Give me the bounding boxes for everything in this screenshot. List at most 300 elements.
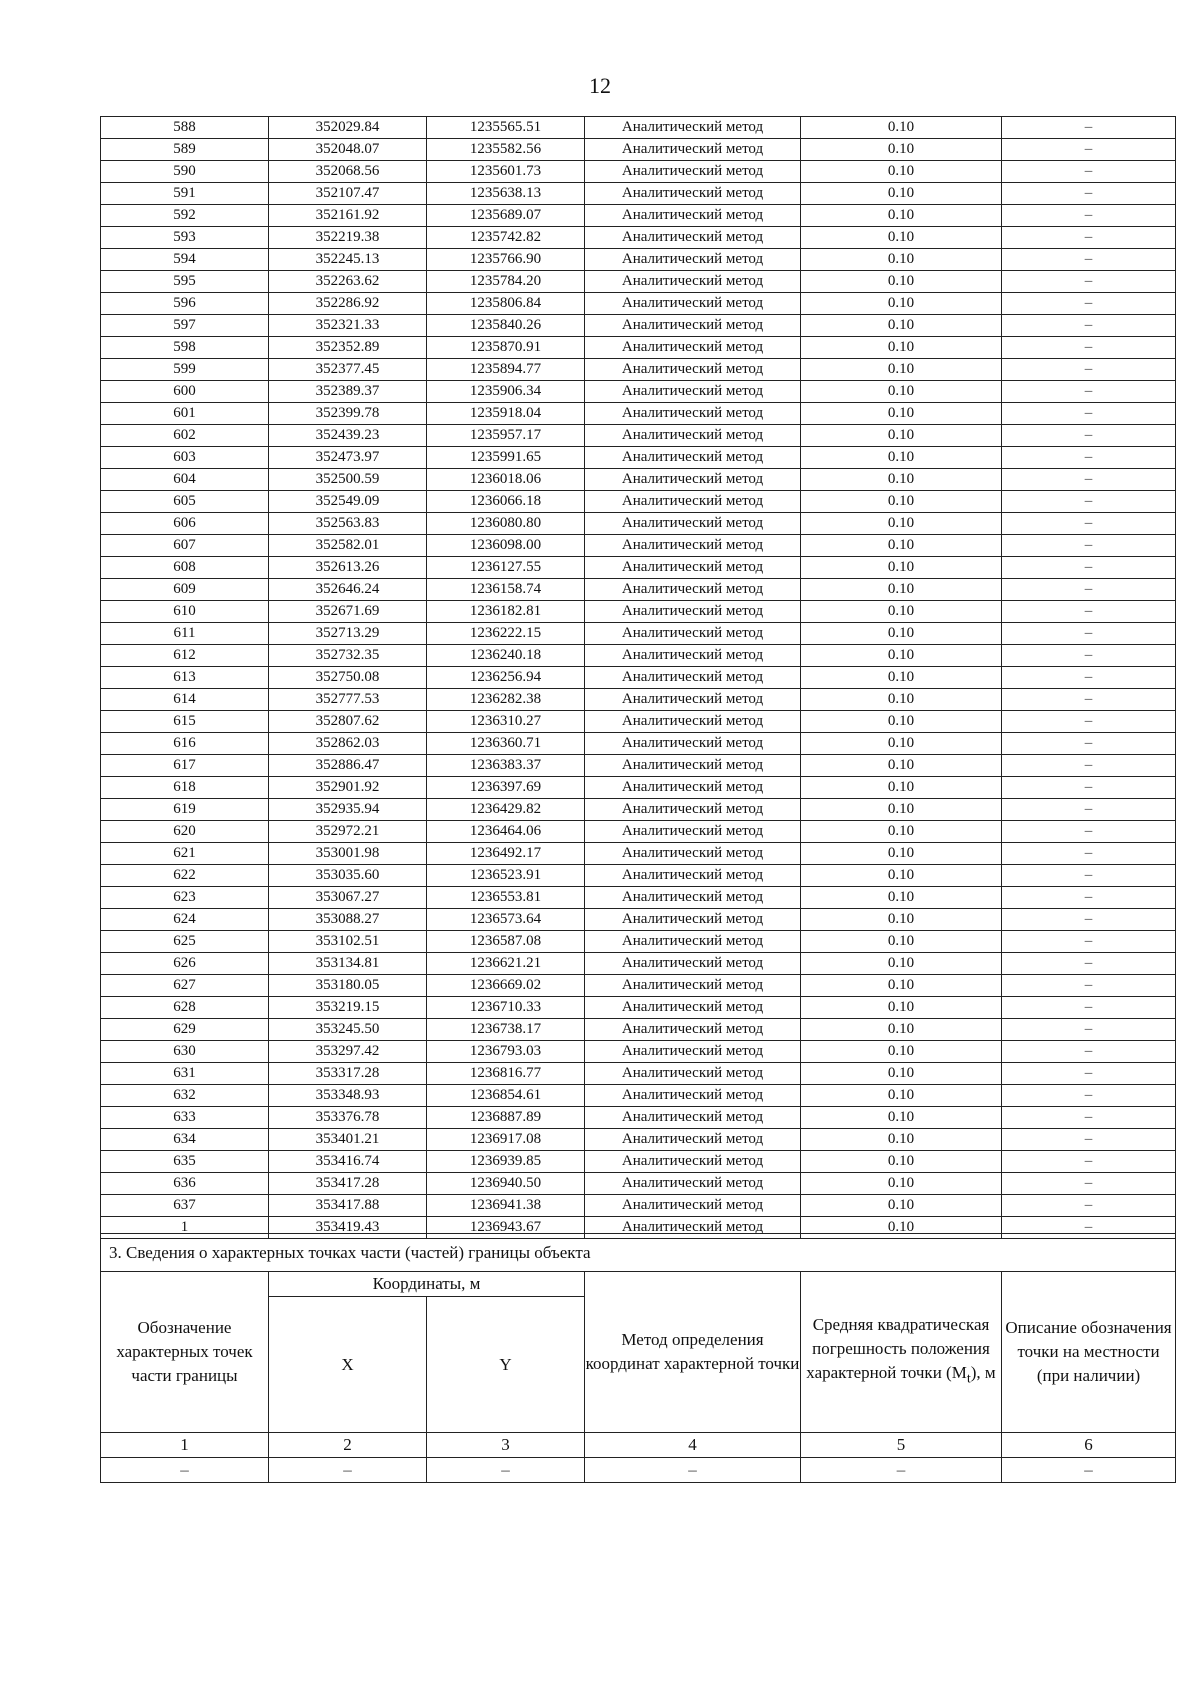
- method-cell: Аналитический метод: [585, 557, 801, 579]
- table-row: [101, 117, 1176, 139]
- x-coordinate-cell: 353419.43: [269, 1217, 427, 1239]
- error-cell: 0.10: [801, 909, 1002, 931]
- table-row: [101, 931, 1176, 953]
- description-cell: –: [1002, 1085, 1176, 1107]
- method-cell: Аналитический метод: [585, 337, 801, 359]
- point-id-cell: 613: [101, 667, 269, 689]
- description-cell: –: [1002, 161, 1176, 183]
- description-cell: –: [1002, 997, 1176, 1019]
- method-cell: Аналитический метод: [585, 1173, 801, 1195]
- error-cell: 0.10: [801, 623, 1002, 645]
- table-row: [101, 227, 1176, 249]
- x-coordinate-cell: 353102.51: [269, 931, 427, 953]
- method-cell: Аналитический метод: [585, 865, 801, 887]
- x-coordinate-cell: 352161.92: [269, 205, 427, 227]
- point-id-cell: 591: [101, 183, 269, 205]
- table-row: [101, 139, 1176, 161]
- table-row: [101, 865, 1176, 887]
- description-cell: –: [1002, 1151, 1176, 1173]
- empty-cell: –: [101, 1458, 269, 1483]
- x-coordinate-cell: 352029.84: [269, 117, 427, 139]
- table-row: [101, 1195, 1176, 1217]
- y-coordinate-cell: 1236621.21: [427, 953, 585, 975]
- column-number: 1: [101, 1433, 269, 1458]
- method-cell: Аналитический метод: [585, 183, 801, 205]
- header-coordinates: Координаты, м: [269, 1272, 585, 1297]
- y-coordinate-cell: 1236066.18: [427, 491, 585, 513]
- error-cell: 0.10: [801, 293, 1002, 315]
- error-cell: 0.10: [801, 1107, 1002, 1129]
- y-coordinate-cell: 1236182.81: [427, 601, 585, 623]
- point-id-cell: 590: [101, 161, 269, 183]
- description-cell: –: [1002, 491, 1176, 513]
- method-cell: Аналитический метод: [585, 579, 801, 601]
- error-cell: 0.10: [801, 447, 1002, 469]
- table-row: [101, 689, 1176, 711]
- x-coordinate-cell: 353317.28: [269, 1063, 427, 1085]
- description-cell: –: [1002, 205, 1176, 227]
- method-cell: Аналитический метод: [585, 403, 801, 425]
- description-cell: –: [1002, 843, 1176, 865]
- column-number: 4: [585, 1433, 801, 1458]
- column-number: 6: [1002, 1433, 1176, 1458]
- table-row: [101, 1107, 1176, 1129]
- error-cell: 0.10: [801, 557, 1002, 579]
- method-cell: Аналитический метод: [585, 491, 801, 513]
- point-id-cell: 1: [101, 1217, 269, 1239]
- error-cell: 0.10: [801, 799, 1002, 821]
- point-id-cell: 627: [101, 975, 269, 997]
- description-cell: –: [1002, 733, 1176, 755]
- point-id-cell: 601: [101, 403, 269, 425]
- y-coordinate-cell: 1236282.38: [427, 689, 585, 711]
- error-cell: 0.10: [801, 403, 1002, 425]
- x-coordinate-cell: 352732.35: [269, 645, 427, 667]
- description-cell: –: [1002, 425, 1176, 447]
- method-cell: Аналитический метод: [585, 887, 801, 909]
- table-row: [101, 293, 1176, 315]
- table-row: [101, 843, 1176, 865]
- point-id-cell: 595: [101, 271, 269, 293]
- description-cell: –: [1002, 601, 1176, 623]
- error-cell: 0.10: [801, 975, 1002, 997]
- x-coordinate-cell: 352671.69: [269, 601, 427, 623]
- table-row: [101, 469, 1176, 491]
- description-cell: –: [1002, 183, 1176, 205]
- description-cell: –: [1002, 645, 1176, 667]
- description-cell: –: [1002, 1107, 1176, 1129]
- table-row: [101, 623, 1176, 645]
- y-coordinate-cell: 1236397.69: [427, 777, 585, 799]
- y-coordinate-cell: 1236464.06: [427, 821, 585, 843]
- point-id-cell: 633: [101, 1107, 269, 1129]
- error-cell: 0.10: [801, 139, 1002, 161]
- method-cell: Аналитический метод: [585, 1195, 801, 1217]
- description-cell: –: [1002, 1041, 1176, 1063]
- point-id-cell: 589: [101, 139, 269, 161]
- point-id-cell: 614: [101, 689, 269, 711]
- method-cell: Аналитический метод: [585, 1085, 801, 1107]
- method-cell: Аналитический метод: [585, 1129, 801, 1151]
- error-cell: 0.10: [801, 1217, 1002, 1239]
- error-cell: 0.10: [801, 381, 1002, 403]
- description-cell: –: [1002, 909, 1176, 931]
- empty-data-row: [101, 1458, 1176, 1483]
- description-cell: –: [1002, 1019, 1176, 1041]
- x-coordinate-cell: 352473.97: [269, 447, 427, 469]
- method-cell: Аналитический метод: [585, 975, 801, 997]
- description-cell: –: [1002, 557, 1176, 579]
- description-cell: –: [1002, 887, 1176, 909]
- description-cell: –: [1002, 117, 1176, 139]
- error-cell: 0.10: [801, 183, 1002, 205]
- description-cell: –: [1002, 1195, 1176, 1217]
- x-coordinate-cell: 353417.88: [269, 1195, 427, 1217]
- point-id-cell: 607: [101, 535, 269, 557]
- section-title-row: [101, 1234, 1176, 1272]
- x-coordinate-cell: 353134.81: [269, 953, 427, 975]
- description-cell: –: [1002, 403, 1176, 425]
- error-cell: 0.10: [801, 359, 1002, 381]
- description-cell: –: [1002, 1173, 1176, 1195]
- error-cell: 0.10: [801, 997, 1002, 1019]
- method-cell: Аналитический метод: [585, 249, 801, 271]
- method-cell: Аналитический метод: [585, 293, 801, 315]
- error-cell: 0.10: [801, 1173, 1002, 1195]
- point-id-cell: 630: [101, 1041, 269, 1063]
- method-cell: Аналитический метод: [585, 1041, 801, 1063]
- part-boundary-table: [100, 1233, 1176, 1483]
- x-coordinate-cell: 353067.27: [269, 887, 427, 909]
- x-coordinate-cell: 352263.62: [269, 271, 427, 293]
- error-cell: 0.10: [801, 865, 1002, 887]
- point-id-cell: 594: [101, 249, 269, 271]
- y-coordinate-cell: 1236080.80: [427, 513, 585, 535]
- error-cell: 0.10: [801, 667, 1002, 689]
- method-cell: Аналитический метод: [585, 513, 801, 535]
- empty-cell: –: [1002, 1458, 1176, 1483]
- method-cell: Аналитический метод: [585, 601, 801, 623]
- empty-cell: –: [585, 1458, 801, 1483]
- table-row: [101, 447, 1176, 469]
- description-cell: –: [1002, 1129, 1176, 1151]
- y-coordinate-cell: 1235870.91: [427, 337, 585, 359]
- error-cell: 0.10: [801, 491, 1002, 513]
- table-row: [101, 403, 1176, 425]
- y-coordinate-cell: 1236939.85: [427, 1151, 585, 1173]
- x-coordinate-cell: 352935.94: [269, 799, 427, 821]
- table-row: [101, 953, 1176, 975]
- method-cell: Аналитический метод: [585, 1217, 801, 1239]
- y-coordinate-cell: 1236492.17: [427, 843, 585, 865]
- x-coordinate-cell: 353219.15: [269, 997, 427, 1019]
- method-cell: Аналитический метод: [585, 315, 801, 337]
- method-cell: Аналитический метод: [585, 469, 801, 491]
- description-cell: –: [1002, 931, 1176, 953]
- point-id-cell: 637: [101, 1195, 269, 1217]
- y-coordinate-cell: 1235784.20: [427, 271, 585, 293]
- table-row: [101, 425, 1176, 447]
- point-id-cell: 623: [101, 887, 269, 909]
- column-number-row: [101, 1433, 1176, 1458]
- error-cell: 0.10: [801, 469, 1002, 491]
- error-cell: 0.10: [801, 425, 1002, 447]
- table-row: [101, 249, 1176, 271]
- table-row: [101, 557, 1176, 579]
- x-coordinate-cell: 352245.13: [269, 249, 427, 271]
- point-id-cell: 619: [101, 799, 269, 821]
- description-cell: –: [1002, 381, 1176, 403]
- point-id-cell: 625: [101, 931, 269, 953]
- table-row: [101, 1129, 1176, 1151]
- description-cell: –: [1002, 623, 1176, 645]
- point-id-cell: 593: [101, 227, 269, 249]
- y-coordinate-cell: 1236383.37: [427, 755, 585, 777]
- method-cell: Аналитический метод: [585, 821, 801, 843]
- table-row: [101, 381, 1176, 403]
- y-coordinate-cell: 1236573.64: [427, 909, 585, 931]
- method-cell: Аналитический метод: [585, 1063, 801, 1085]
- description-cell: –: [1002, 799, 1176, 821]
- y-coordinate-cell: 1236553.81: [427, 887, 585, 909]
- point-id-cell: 600: [101, 381, 269, 403]
- method-cell: Аналитический метод: [585, 1107, 801, 1129]
- point-id-cell: 629: [101, 1019, 269, 1041]
- point-id-cell: 588: [101, 117, 269, 139]
- y-coordinate-cell: 1235766.90: [427, 249, 585, 271]
- description-cell: –: [1002, 667, 1176, 689]
- y-coordinate-cell: 1236587.08: [427, 931, 585, 953]
- description-cell: –: [1002, 271, 1176, 293]
- header-error-text: Средняя квадратическая погрешность положения характерной точки (M: [806, 1315, 990, 1383]
- y-coordinate-cell: 1235582.56: [427, 139, 585, 161]
- y-coordinate-cell: 1236127.55: [427, 557, 585, 579]
- header-error-subscript: t: [966, 1370, 971, 1387]
- point-id-cell: 624: [101, 909, 269, 931]
- x-coordinate-cell: 352219.38: [269, 227, 427, 249]
- x-coordinate-cell: 353416.74: [269, 1151, 427, 1173]
- error-cell: 0.10: [801, 535, 1002, 557]
- method-cell: Аналитический метод: [585, 1019, 801, 1041]
- table-row: [101, 821, 1176, 843]
- method-cell: Аналитический метод: [585, 711, 801, 733]
- error-cell: 0.10: [801, 1041, 1002, 1063]
- method-cell: Аналитический метод: [585, 359, 801, 381]
- table-row: [101, 997, 1176, 1019]
- point-id-cell: 598: [101, 337, 269, 359]
- x-coordinate-cell: 352439.23: [269, 425, 427, 447]
- x-coordinate-cell: 353035.60: [269, 865, 427, 887]
- description-cell: –: [1002, 865, 1176, 887]
- description-cell: –: [1002, 447, 1176, 469]
- table-row: [101, 271, 1176, 293]
- y-coordinate-cell: 1236360.71: [427, 733, 585, 755]
- x-coordinate-cell: 352972.21: [269, 821, 427, 843]
- column-number: 5: [801, 1433, 1002, 1458]
- error-cell: 0.10: [801, 1195, 1002, 1217]
- description-cell: –: [1002, 337, 1176, 359]
- y-coordinate-cell: 1236793.03: [427, 1041, 585, 1063]
- error-cell: 0.10: [801, 953, 1002, 975]
- error-cell: 0.10: [801, 821, 1002, 843]
- x-coordinate-cell: 352582.01: [269, 535, 427, 557]
- error-cell: 0.10: [801, 1063, 1002, 1085]
- error-cell: 0.10: [801, 645, 1002, 667]
- x-coordinate-cell: 352048.07: [269, 139, 427, 161]
- point-id-cell: 611: [101, 623, 269, 645]
- method-cell: Аналитический метод: [585, 777, 801, 799]
- x-coordinate-cell: 353401.21: [269, 1129, 427, 1151]
- table-row: [101, 667, 1176, 689]
- y-coordinate-cell: 1235689.07: [427, 205, 585, 227]
- table-row: [101, 755, 1176, 777]
- method-cell: Аналитический метод: [585, 161, 801, 183]
- x-coordinate-cell: 352549.09: [269, 491, 427, 513]
- point-id-cell: 597: [101, 315, 269, 337]
- table-row: [101, 601, 1176, 623]
- x-coordinate-cell: 352713.29: [269, 623, 427, 645]
- x-coordinate-cell: 352862.03: [269, 733, 427, 755]
- header-row: [101, 1272, 1176, 1297]
- error-cell: 0.10: [801, 227, 1002, 249]
- method-cell: Аналитический метод: [585, 139, 801, 161]
- error-cell: 0.10: [801, 249, 1002, 271]
- point-id-cell: 618: [101, 777, 269, 799]
- method-cell: Аналитический метод: [585, 953, 801, 975]
- y-coordinate-cell: 1235742.82: [427, 227, 585, 249]
- method-cell: Аналитический метод: [585, 425, 801, 447]
- point-id-cell: 634: [101, 1129, 269, 1151]
- y-coordinate-cell: 1235806.84: [427, 293, 585, 315]
- method-cell: Аналитический метод: [585, 271, 801, 293]
- x-coordinate-cell: 352068.56: [269, 161, 427, 183]
- header-error: [801, 1272, 1002, 1433]
- y-coordinate-cell: 1235601.73: [427, 161, 585, 183]
- point-id-cell: 604: [101, 469, 269, 491]
- error-cell: 0.10: [801, 601, 1002, 623]
- y-coordinate-cell: 1236738.17: [427, 1019, 585, 1041]
- x-coordinate-cell: 353245.50: [269, 1019, 427, 1041]
- point-id-cell: 605: [101, 491, 269, 513]
- y-coordinate-cell: 1236710.33: [427, 997, 585, 1019]
- table-row: [101, 777, 1176, 799]
- method-cell: Аналитический метод: [585, 799, 801, 821]
- column-number: 3: [427, 1433, 585, 1458]
- error-cell: 0.10: [801, 931, 1002, 953]
- method-cell: Аналитический метод: [585, 227, 801, 249]
- x-coordinate-cell: 352901.92: [269, 777, 427, 799]
- y-coordinate-cell: 1236917.08: [427, 1129, 585, 1151]
- x-coordinate-cell: 352389.37: [269, 381, 427, 403]
- x-coordinate-cell: 352563.83: [269, 513, 427, 535]
- table-row: [101, 1173, 1176, 1195]
- error-cell: 0.10: [801, 161, 1002, 183]
- error-cell: 0.10: [801, 733, 1002, 755]
- x-coordinate-cell: 353417.28: [269, 1173, 427, 1195]
- description-cell: –: [1002, 975, 1176, 997]
- error-cell: 0.10: [801, 1085, 1002, 1107]
- description-cell: –: [1002, 359, 1176, 381]
- table-row: [101, 1063, 1176, 1085]
- point-id-cell: 603: [101, 447, 269, 469]
- x-coordinate-cell: 352352.89: [269, 337, 427, 359]
- point-id-cell: 612: [101, 645, 269, 667]
- description-cell: –: [1002, 821, 1176, 843]
- error-cell: 0.10: [801, 711, 1002, 733]
- error-cell: 0.10: [801, 1129, 1002, 1151]
- error-cell: 0.10: [801, 117, 1002, 139]
- y-coordinate-cell: 1236940.50: [427, 1173, 585, 1195]
- method-cell: Аналитический метод: [585, 645, 801, 667]
- x-coordinate-cell: 352613.26: [269, 557, 427, 579]
- header-method: Метод определения координат характерной точки: [585, 1272, 801, 1433]
- description-cell: –: [1002, 293, 1176, 315]
- x-coordinate-cell: 352399.78: [269, 403, 427, 425]
- y-coordinate-cell: 1236887.89: [427, 1107, 585, 1129]
- table-row: [101, 337, 1176, 359]
- x-coordinate-cell: 352377.45: [269, 359, 427, 381]
- method-cell: Аналитический метод: [585, 1151, 801, 1173]
- header-error-unit: ), м: [970, 1363, 996, 1383]
- method-cell: Аналитический метод: [585, 689, 801, 711]
- error-cell: 0.10: [801, 755, 1002, 777]
- point-id-cell: 615: [101, 711, 269, 733]
- error-cell: 0.10: [801, 315, 1002, 337]
- description-cell: –: [1002, 689, 1176, 711]
- point-id-cell: 617: [101, 755, 269, 777]
- y-coordinate-cell: 1236941.38: [427, 1195, 585, 1217]
- header-designation: Обозначение характерных точек части границы: [101, 1272, 269, 1433]
- x-coordinate-cell: 352500.59: [269, 469, 427, 491]
- table-row: [101, 1151, 1176, 1173]
- column-number: 2: [269, 1433, 427, 1458]
- point-id-cell: 632: [101, 1085, 269, 1107]
- table-row: [101, 513, 1176, 535]
- y-coordinate-cell: 1236158.74: [427, 579, 585, 601]
- table-row: [101, 359, 1176, 381]
- point-id-cell: 616: [101, 733, 269, 755]
- point-id-cell: 631: [101, 1063, 269, 1085]
- section-title: 3. Сведения о характерных точках части (частей) границы объекта: [101, 1234, 1176, 1272]
- x-coordinate-cell: 352646.24: [269, 579, 427, 601]
- table-row: [101, 205, 1176, 227]
- point-id-cell: 620: [101, 821, 269, 843]
- table-row: [101, 161, 1176, 183]
- error-cell: 0.10: [801, 205, 1002, 227]
- header-description: Описание обозначения точки на местности (при наличии): [1002, 1272, 1176, 1433]
- y-coordinate-cell: 1236256.94: [427, 667, 585, 689]
- y-coordinate-cell: 1236669.02: [427, 975, 585, 997]
- description-cell: –: [1002, 755, 1176, 777]
- table-row: [101, 183, 1176, 205]
- y-coordinate-cell: 1235991.65: [427, 447, 585, 469]
- table-row: [101, 799, 1176, 821]
- point-id-cell: 602: [101, 425, 269, 447]
- description-cell: –: [1002, 315, 1176, 337]
- point-id-cell: 628: [101, 997, 269, 1019]
- point-id-cell: 599: [101, 359, 269, 381]
- method-cell: Аналитический метод: [585, 667, 801, 689]
- y-coordinate-cell: 1235906.34: [427, 381, 585, 403]
- error-cell: 0.10: [801, 1019, 1002, 1041]
- table-row: [101, 1041, 1176, 1063]
- method-cell: Аналитический метод: [585, 381, 801, 403]
- method-cell: Аналитический метод: [585, 205, 801, 227]
- description-cell: –: [1002, 513, 1176, 535]
- point-id-cell: 636: [101, 1173, 269, 1195]
- table-row: [101, 315, 1176, 337]
- method-cell: Аналитический метод: [585, 843, 801, 865]
